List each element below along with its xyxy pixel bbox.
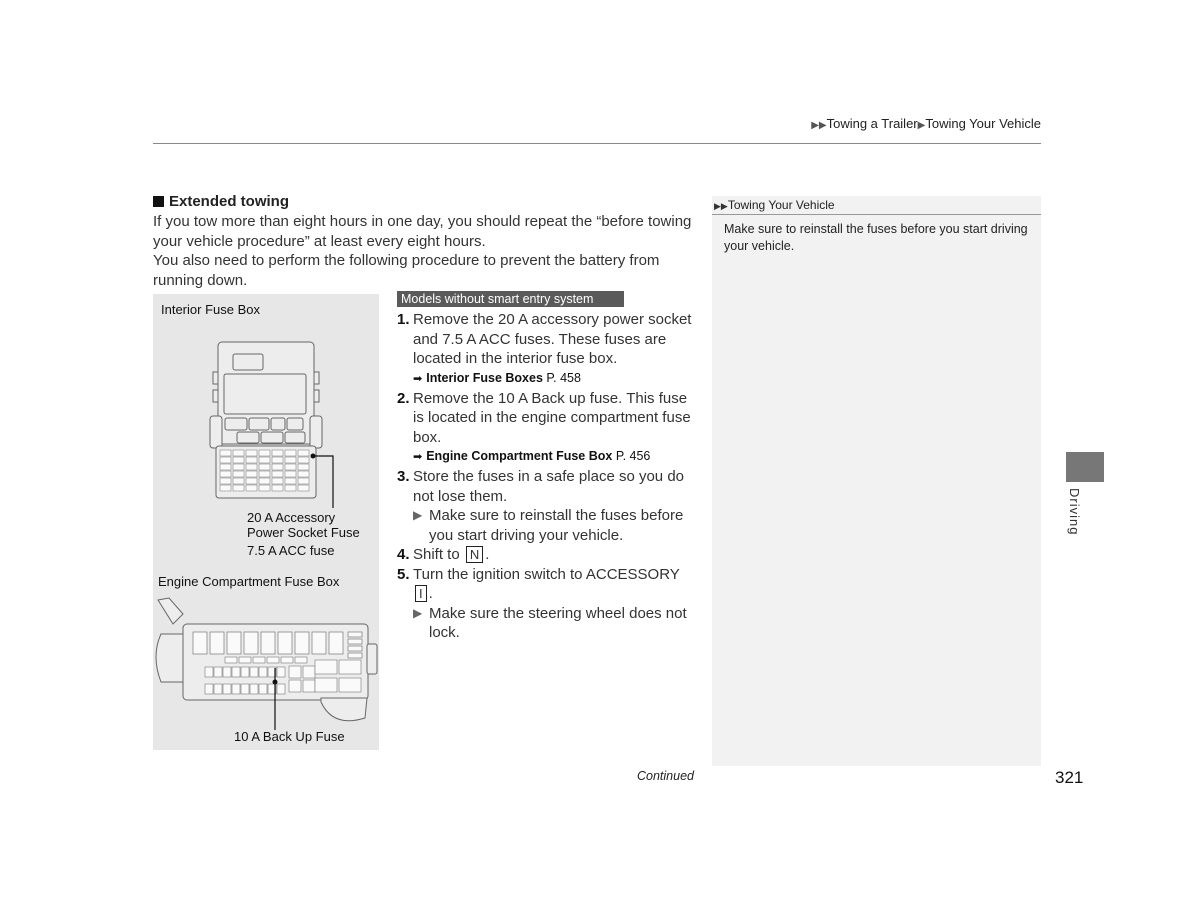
step-3-note: ▶ Make sure to reinstall the fuses before you start driving your vehicle. [413,507,684,544]
step-1 [397,310,697,369]
step-text: Turn the ignition switch to ACCESSORY [413,565,680,583]
chapter-tab-marker[interactable] [1066,452,1104,482]
step-1-reference[interactable]: ➡ Interior Fuse Boxes P. 458 [397,369,697,389]
cross-reference-icon: ➡ [413,451,423,463]
interior-fuse-box-label: Interior Fuse Box [161,302,260,317]
gear-n-keycap: N [466,546,483,563]
breadcrumb [811,116,1041,131]
square-bullet-icon [153,196,164,207]
page-number: 321 [1055,768,1084,787]
interior-callout-line3: 7.5 A ACC fuse [247,543,335,558]
engine-fuse-box-label: Engine Compartment Fuse Box [158,574,340,589]
step-number: 1. [397,311,410,328]
double-triangle-icon: ▶▶ [811,120,827,131]
engine-fuse-box-drawing [156,598,377,721]
engine-fuse-marker [273,680,278,685]
sidebar-note-header: ▶▶Towing Your Vehicle [712,196,1041,215]
step-2-reference[interactable]: ➡ Engine Compartment Fuse Box P. 456 [397,447,697,467]
paragraph-repeat: If you tow more than eight hours in one day, you should repeat the “before towing your vehicle procedure” at least every eight hours. [153,213,692,250]
cross-reference-icon: ➡ [413,372,423,385]
sidebar-note [712,196,1041,766]
step-5: 5. Turn the ignition switch to ACCESSORY I . [397,565,680,602]
step-text: Shift to [413,546,460,563]
triangle-icon: ▶ [917,120,926,131]
note-triangle-icon: ▶ [413,605,423,620]
models-tag: Models without smart entry system [397,291,624,307]
paragraph-battery: You also need to perform the following procedure to prevent the battery from running down. [153,252,660,289]
step-4: 4. Shift to N . [397,546,490,563]
fuse-box-diagram [153,294,379,750]
step-text: Remove the 20 A accessory power socket and 7.5 A ACC fuses. These fuses are located in the interior fuse box. [413,311,692,367]
step-5-note: ▶ Make sure the steering wheel does not lock. [413,604,687,641]
step-3 [397,467,697,506]
step-number: 5. [397,565,410,583]
step-text: Store the fuses in a safe place so you do not lose them. [413,468,685,505]
procedure-steps [397,310,697,643]
interior-callout-line2: Power Socket Fuse [247,525,360,540]
note-triangle-icon: ▶ [413,508,423,522]
engine-callout-label: 10 A Back Up Fuse [234,729,345,744]
section-heading: Extended towing [153,193,289,210]
header-rule [153,143,1041,144]
step-text: Remove the 10 A Back up fuse. This fuse is located in the engine compartment fuse box. [413,389,691,446]
breadcrumb-item-towing-vehicle[interactable]: Towing Your Vehicle [925,116,1041,131]
step-number: 4. [397,546,410,563]
breadcrumb-item-towing-trailer[interactable]: Towing a Trailer [826,116,918,131]
chapter-tab-label: Driving [1067,488,1082,536]
interior-callout-line1: 20 A Accessory [247,510,336,525]
step-number: 2. [397,389,410,407]
sidebar-note-text: Make sure to reinstall the fuses before you start driving your vehicle. [724,222,1028,253]
accessory-keycap: I [415,585,427,602]
continued-label: Continued [637,769,694,783]
note-icon: ▶▶ [714,201,728,211]
step-number: 3. [397,468,410,485]
step-2 [397,389,697,448]
interior-fuse-marker [311,454,316,459]
